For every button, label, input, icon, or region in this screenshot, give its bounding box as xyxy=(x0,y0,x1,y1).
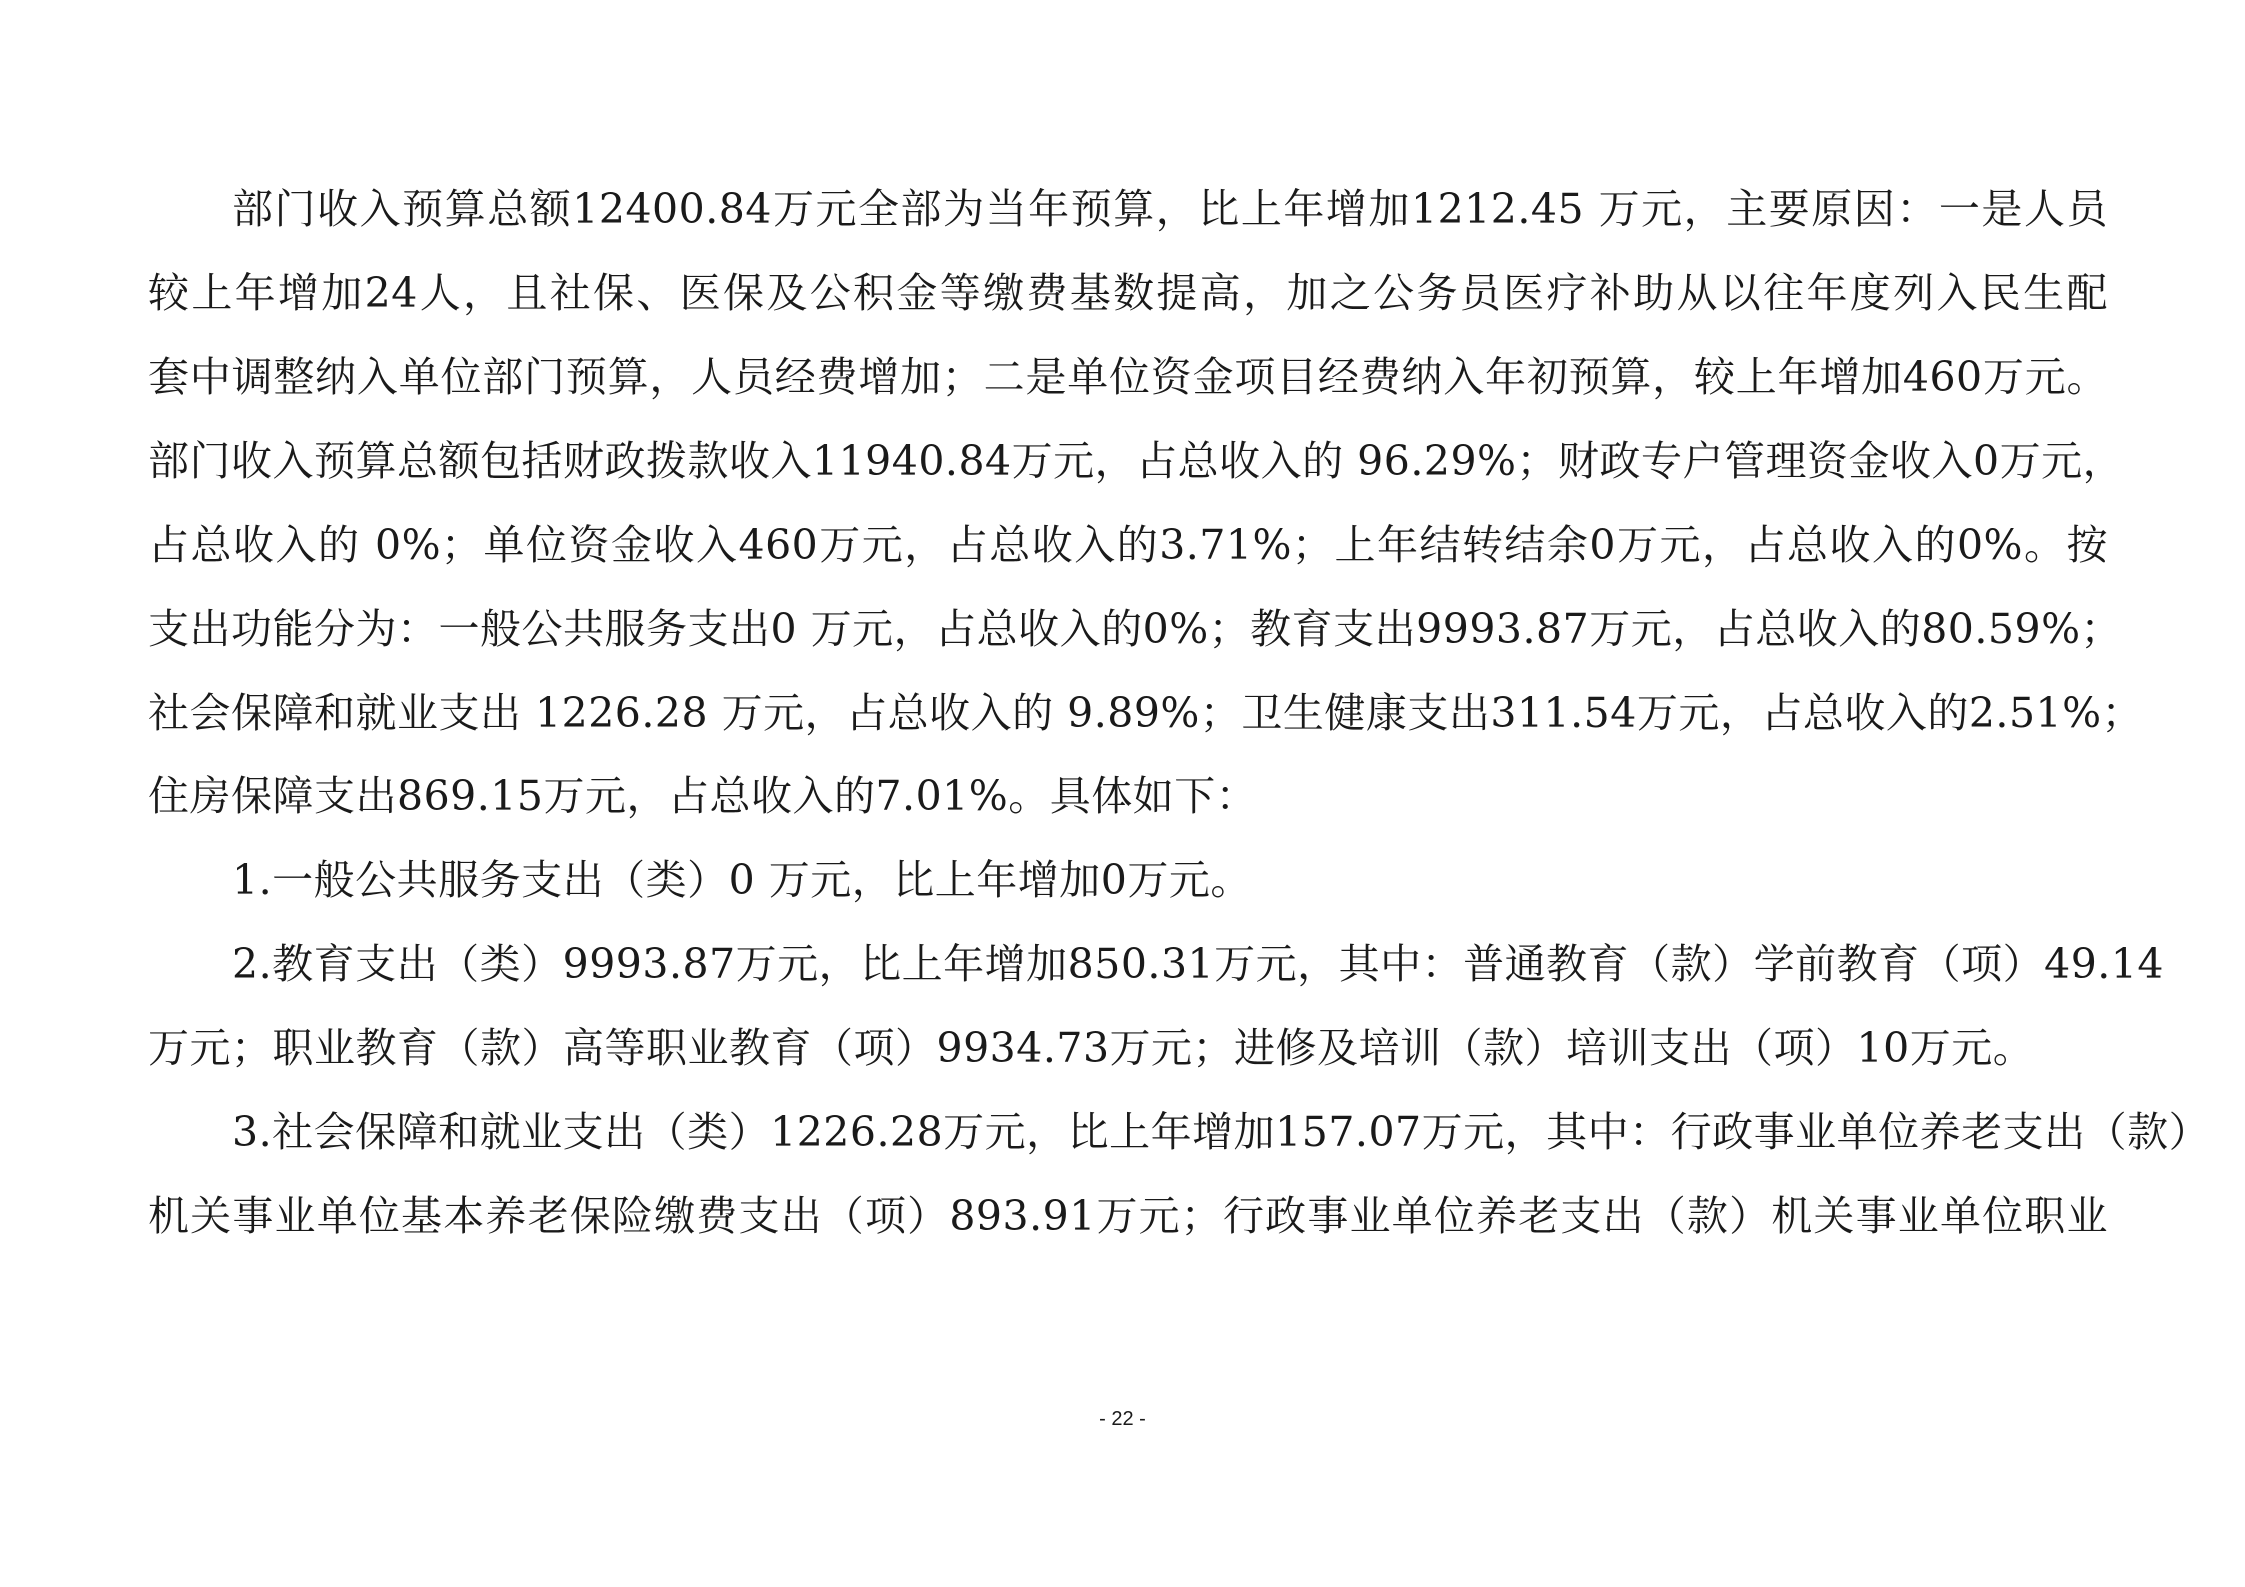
paragraph-1-line-4: 部门收入预算总额包括财政拨款收入11940.84万元，占总收入的 96.29%；财政专户管理资金收入0万元， xyxy=(148,437,2125,485)
item-1-line-1: 1.一般公共服务支出（类）0 万元，比上年增加0万元。 xyxy=(232,856,1252,904)
page-number: - 22 - xyxy=(1099,1408,1146,1430)
item-2-line-1: 2.教育支出（类）9993.87万元，比上年增加850.31万元，其中：普通教育（款）学前教育（项）49.14 xyxy=(232,940,2164,988)
paragraph-1-line-1: 部门收入预算总额12400.84万元全部为当年预算，比上年增加1212.45 万元，主要原因：一是人员 xyxy=(232,185,2108,233)
paragraph-1-line-3: 套中调整纳入单位部门预算，人员经费增加；二是单位资金项目经费纳入年初预算，较上年增加460万元。 xyxy=(148,353,2108,401)
paragraph-1-line-6: 支出功能分为：一般公共服务支出0 万元，占总收入的0%；教育支出9993.87万元，占总收入的80.59%； xyxy=(148,605,2123,653)
item-3-line-1: 3.社会保障和就业支出（类）1226.28万元，比上年增加157.07万元，其中：行政事业单位养老支出（款） xyxy=(232,1108,2211,1156)
paragraph-1-line-5: 占总收入的 0%；单位资金收入460万元，占总收入的3.71%；上年结转结余0万元，占总收入的0%。按 xyxy=(148,521,2108,569)
paragraph-1-line-8: 住房保障支出869.15万元，占总收入的7.01%。具体如下： xyxy=(148,772,1258,820)
paragraph-1-line-7: 社会保障和就业支出 1226.28 万元，占总收入的 9.89%；卫生健康支出311.54万元，占总收入的2.51%； xyxy=(148,689,2144,737)
item-2-line-2: 万元；职业教育（款）高等职业教育（项）9934.73万元；进修及培训（款）培训支出（项）10万元。 xyxy=(148,1024,2035,1072)
item-3-line-2: 机关事业单位基本养老保险缴费支出（项）893.91万元；行政事业单位养老支出（款）机关事业单位职业 xyxy=(148,1192,2108,1240)
paragraph-1-line-2: 较上年增加24人，且社保、医保及公积金等缴费基数提高，加之公务员医疗补助从以往年度列入民生配 xyxy=(148,269,2108,317)
